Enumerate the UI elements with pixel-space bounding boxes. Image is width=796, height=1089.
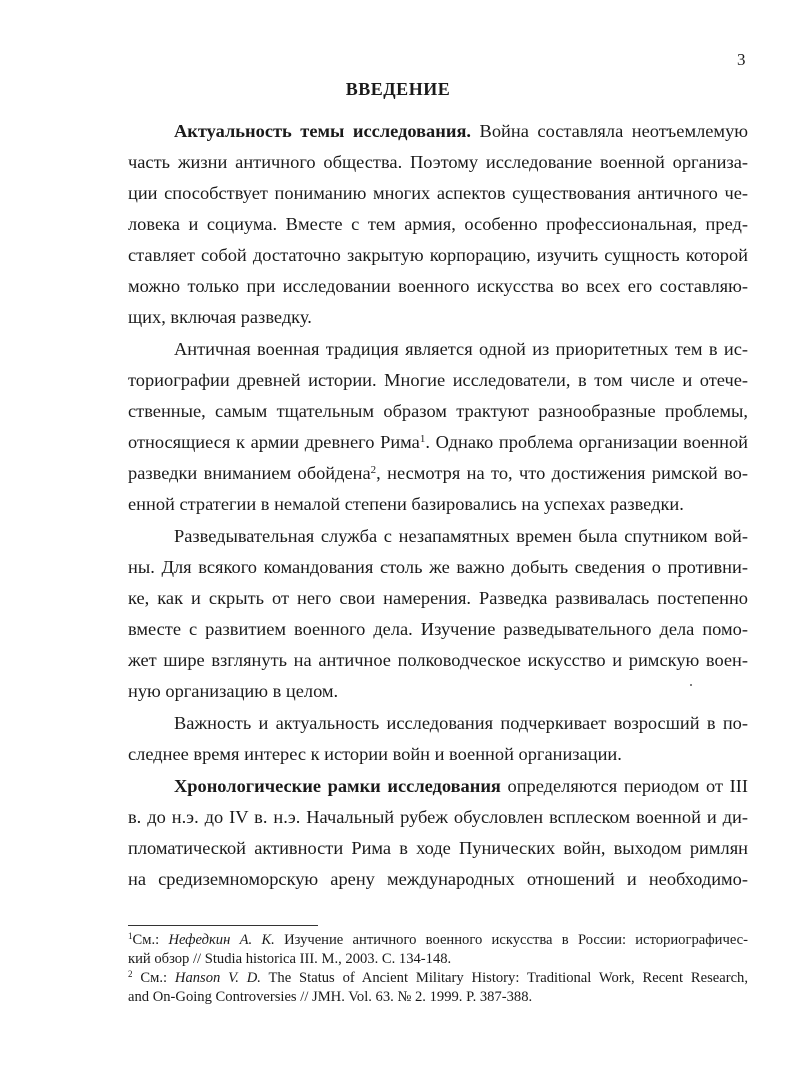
footnote-author: Нефедкин А. К.: [168, 932, 275, 948]
footnote-text: См.:: [132, 970, 175, 986]
paragraph-line: ториографии древней истории. Многие исследователи, в том числе и отече-: [128, 370, 748, 390]
paragraph-line: на средиземноморскую арену международных отношений и необходимо-: [128, 869, 748, 889]
paragraph-line: можно только при исследовании военного искусства во всех его составляю-: [128, 276, 748, 296]
paragraph-line: вместе с развитием военного дела. Изучение разведывательного дела помо-: [128, 619, 748, 639]
paragraph-line: следнее время интерес к истории войн и военной организации.: [128, 744, 622, 764]
paragraph-line: Разведывательная служба с незапамятных времен была спутником вой-: [174, 526, 748, 546]
line-text: разведки вниманием обойдена: [128, 463, 371, 483]
paragraph-line: ную организацию в целом.: [128, 681, 339, 701]
footnote-2: [128, 969, 748, 988]
footnote-ref-2: 2: [370, 464, 377, 476]
footnote-mark: 1: [128, 931, 133, 941]
footnote-text: См.:: [132, 932, 169, 948]
line-text: определяются периодом от III: [500, 776, 748, 796]
paragraph-line: [174, 771, 748, 802]
line-text: . Однако проблема организации военной: [425, 432, 748, 452]
footnote-text: The Status of Ancient Military History: Traditional Work, Recent Research,: [260, 970, 748, 986]
page-number: 3: [737, 50, 746, 69]
paragraph-line: ловека и социума. Вместе с тем армия, особенно профессиональная, пред-: [128, 214, 748, 234]
paragraph-line: ставляет собой достаточно закрытую корпорацию, изучить сущность которой: [128, 245, 748, 265]
footnote-1: [128, 931, 748, 950]
footnote-author: Hanson V. D.: [174, 970, 261, 986]
footnote-text: Изучение античного военного искусства в России: историографичес-: [274, 932, 748, 948]
paragraph-line: [128, 458, 748, 489]
page-title: ВВЕДЕНИЕ: [345, 79, 451, 99]
line-text: Война составляла неотъемлемую: [471, 121, 749, 141]
paragraph-line: енной стратегии в немалой степени базировались на успехах разведки.: [128, 494, 684, 514]
paragraph-line: пломатической активности Рима в ходе Пунических войн, выходом римлян: [128, 838, 748, 858]
scan-speck: [690, 684, 692, 686]
footnote-2-cont: and On-Going Controversies // JMH. Vol. 63. № 2. 1999. P. 387-388.: [128, 989, 533, 1005]
footnote-1-cont: кий обзор // Studia historica III. М., 2003. С. 134-148.: [128, 951, 452, 967]
footnote-separator: [128, 925, 318, 926]
paragraph-line: [174, 116, 748, 147]
paragraph-line: [128, 427, 748, 458]
paragraph-line: в. до н.э. до IV в. н.э. Начальный рубеж обусловлен всплеском военной и ди-: [128, 807, 748, 827]
bold-lead: Актуальность темы исследования.: [174, 121, 471, 141]
paragraph-line: ции способствует пониманию многих аспектов существования античного че-: [128, 183, 748, 203]
line-text: относящиеся к армии древнего Рима: [128, 432, 420, 452]
footnote-mark: 2: [128, 969, 133, 979]
paragraph-line: Важность и актуальность исследования подчеркивает возросший в по-: [174, 713, 748, 733]
paragraph-line: ке, как и скрыть от него свои намерения. Разведка развивалась постепенно: [128, 588, 748, 608]
footnote-ref-1: 1: [419, 433, 426, 445]
paragraph-line: ственные, самым тщательным образом трактуют разнообразные проблемы,: [128, 401, 748, 421]
line-text: , несмотря на то, что достижения римской во-: [376, 463, 748, 483]
paragraph-line: часть жизни античного общества. Поэтому исследование военной организа-: [128, 152, 748, 172]
bold-lead: Хронологические рамки исследования: [174, 776, 501, 796]
paragraph-line: жет шире взглянуть на античное полководческое искусство и римскую воен-: [128, 650, 748, 670]
paragraph-line: Античная военная традиция является одной из приоритетных тем в ис-: [174, 339, 748, 359]
paragraph-line: щих, включая разведку.: [128, 307, 312, 327]
paragraph-line: ны. Для всякого командования столь же важно добыть сведения о противни-: [128, 557, 748, 577]
